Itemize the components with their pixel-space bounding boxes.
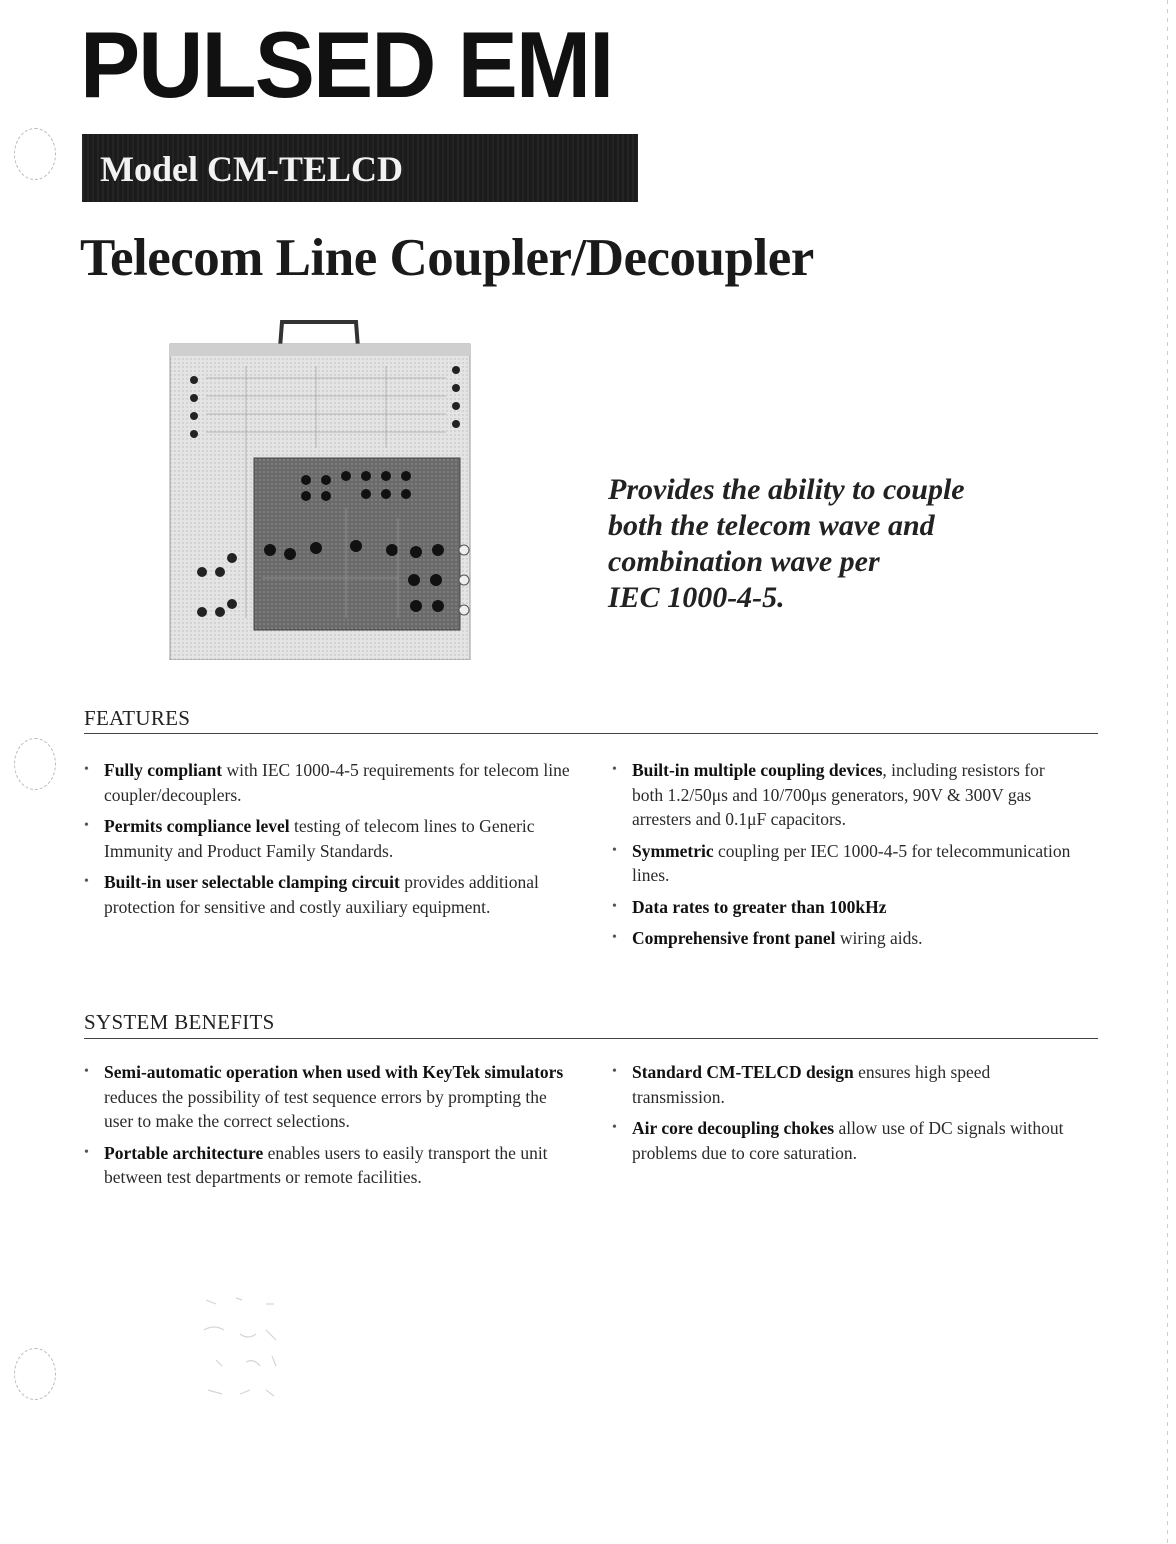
bullet-dot-icon: • [612,930,617,945]
tagline-line: Provides the ability to couple [608,473,965,506]
faded-stamp-mark [196,1290,296,1420]
punch-hole-middle [14,738,56,790]
feature-item: • Data rates to greater than 100kHz [612,895,1072,920]
punch-hole-top [14,128,56,180]
bullet-dot-icon: • [612,1120,617,1135]
bullet-dot-icon: • [84,1144,89,1160]
feature-item: • Built-in multiple coupling devices, including resistors for both 1.2/50μs and 10/700μs generators, 90V & 300V gas arresters and 0.1μF capacitors. [612,760,1045,829]
page-edge-line [1167,0,1168,1544]
feature-item: • Permits compliance level testing of telecom lines to Generic Immunity and Product Family Standards. [84,816,535,861]
feature-item: • Built-in user selectable clamping circuit provides additional protection for sensitive and costly auxiliary equipment. [84,872,539,917]
bullet-dot-icon: • [84,818,89,833]
feature-item: • Fully compliant with IEC 1000-4-5 requirements for telecom line coupler/decouplers. [84,760,570,805]
feature-item: • Comprehensive front panel wiring aids. [612,926,1072,951]
tagline-line: combination wave per [608,545,880,578]
benefit-item: • Semi-automatic operation when used with KeyTek simulators reduces the possibility of test sequence errors by prompting the user to make the correct selections. [84,1062,564,1131]
bullet-dot-icon: • [612,1064,617,1079]
brand-title: PULSED EMI [80,12,613,117]
benefit-item: • Air core decoupling chokes allow use of DC signals without problems due to core saturation. [612,1118,1064,1163]
model-banner [82,134,638,202]
benefits-left-column [84,1060,574,1197]
benefits-divider [84,1038,1098,1039]
bullet-dot-icon: • [612,842,617,858]
features-left-column [84,758,574,926]
bullet-dot-icon: • [612,762,617,777]
punch-hole-bottom [14,1348,56,1400]
tagline-line: IEC 1000-4-5. [608,581,785,614]
benefits-heading: SYSTEM BENEFITS [84,1010,275,1034]
tagline [608,472,1058,616]
features-right-column [612,758,1072,958]
benefit-item: • Portable architecture enables users to easily transport the unit between test departments or remote facilities. [84,1142,548,1187]
bullet-dot-icon: • [84,1064,89,1079]
model-label: Model CM-TELCD [100,149,403,189]
benefits-right-column [612,1060,1072,1172]
bullet-dot-icon: • [612,898,617,914]
bullet-dot-icon: • [84,874,89,889]
tagline-line: both the telecom wave and [608,509,935,542]
feature-item: • Symmetric coupling per IEC 1000-4-5 for telecommunication lines. [612,840,1071,885]
features-heading: FEATURES [84,706,191,730]
features-divider [84,733,1098,734]
bullet-dot-icon: • [84,762,89,777]
product-photo [166,318,472,660]
benefit-item: • Standard CM-TELCD design ensures high speed transmission. [612,1062,991,1107]
product-title: Telecom Line Coupler/Decoupler [80,229,814,287]
